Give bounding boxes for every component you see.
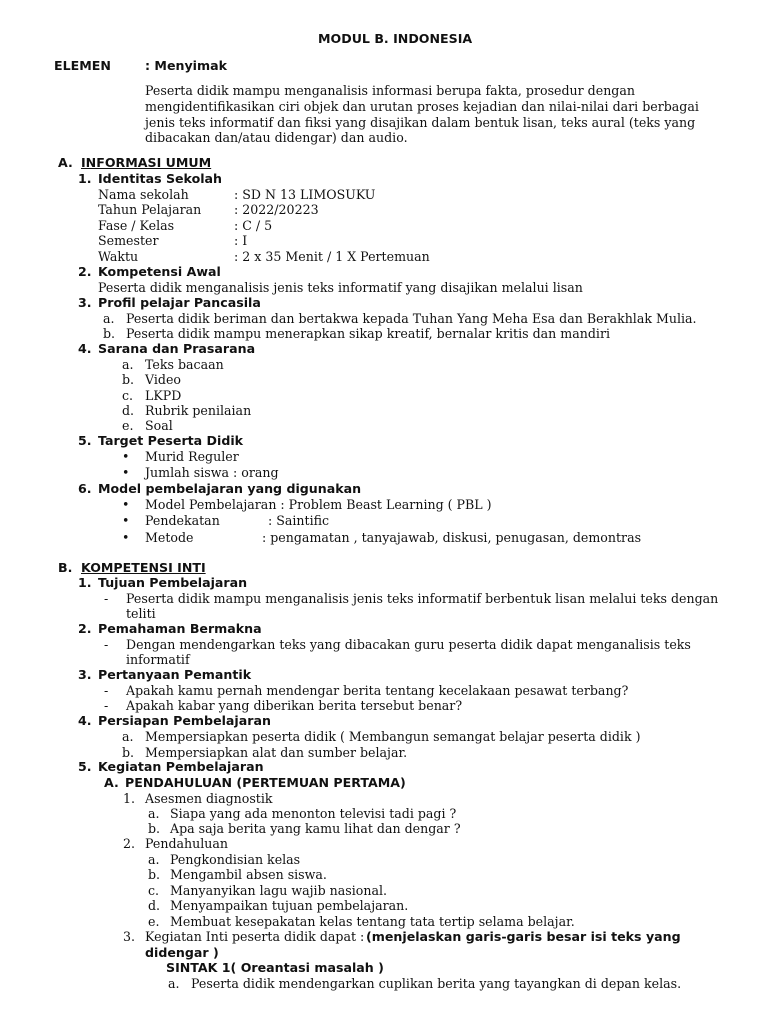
list-item: Pengkondisian kelas [170,852,301,867]
document-title: MODUL B. INDONESIA [318,31,473,46]
b4-title: Persiapan Pembelajaran [98,713,271,728]
dash-marker: - [104,683,109,698]
group-title-bold-continuation: didengar ) [145,945,219,960]
list-item: Mengambil absen siswa. [170,867,327,882]
sub-marker: A. [104,775,119,790]
b2-number: 2. [78,621,92,636]
dash-marker: - [104,591,109,606]
list-item: Membuat kesepakatan kelas tentang tata tertip selama belajar. [170,914,575,929]
bullet-marker: • [122,449,130,464]
sintak-heading: SINTAK 1( Oreantasi masalah ) [166,960,384,975]
list-item: Peserta didik mampu menerapkan sikap kreatif, bernalar kritis dan mandiri [126,326,610,341]
b5-title: Kegiatan Pembelajaran [98,759,264,774]
identity-value: : I [234,233,248,248]
list-item: Apa saja berita yang kamu lihat dan dengar ? [170,821,461,836]
list-item-continuation: teliti [126,606,156,621]
list-item: LKPD [145,388,182,403]
list-marker: c. [148,883,160,898]
dash-marker: - [104,637,109,652]
b3-number: 3. [78,667,92,682]
a6-number: 6. [78,481,92,496]
list-marker: d. [148,898,161,913]
section-b-heading: KOMPETENSI INTI [81,560,206,575]
a4-title: Sarana dan Prasarana [98,341,256,356]
list-item: Dengan mendengarkan teks yang dibacakan guru peserta didik dapat menganalisis teks [126,637,691,652]
list-item: Apakah kabar yang diberikan berita tersebut benar? [126,698,463,713]
b4-number: 4. [78,713,92,728]
elemen-value: : Menyimak [145,58,227,73]
list-marker: a. [122,357,134,372]
identity-key: Waktu [98,249,139,264]
list-item-value: : pengamatan , tanyajawab, diskusi, penugasan, demontras [262,530,642,545]
identity-value: : 2 x 35 Menit / 1 X Pertemuan [234,249,430,264]
section-a-marker: A. [58,155,73,170]
dash-marker: - [104,698,109,713]
list-item: Model Pembelajaran : Problem Beast Learning ( PBL ) [145,497,492,512]
list-marker: e. [122,418,134,433]
group-title: Kegiatan Inti peserta didik dapat : [145,929,365,944]
identity-key: Semester [98,233,159,248]
list-item: Peserta didik beriman dan bertakwa kepada Tuhan Yang Meha Esa dan Berakhlak Mulia. [126,311,697,326]
list-item: Teks bacaan [145,357,224,372]
elemen-desc-line: dibacakan dan/atau didengar) dan audio. [145,130,408,145]
b5-number: 5. [78,759,92,774]
list-item: Menyampaikan tujuan pembelajaran. [170,898,409,913]
a2-number: 2. [78,264,92,279]
group-number: 1. [123,791,136,806]
a1-title: Identitas Sekolah [98,171,223,186]
b1-number: 1. [78,575,92,590]
identity-value: : 2022/20223 [234,202,319,217]
list-item-continuation: informatif [126,652,190,667]
identity-key: Fase / Kelas [98,218,175,233]
a3-number: 3. [78,295,92,310]
list-marker: a. [148,806,160,821]
a5-number: 5. [78,433,92,448]
identity-value: : C / 5 [234,218,273,233]
group-title-bold: (menjelaskan garis-garis besar isi teks yang [366,929,681,944]
list-item: Mempersiapkan alat dan sumber belajar. [145,745,408,760]
list-marker: a. [122,729,134,744]
elemen-desc-line: mengidentifikasikan ciri objek dan urutan proses kejadian dan nilai-nilai dari berbagai [145,99,699,114]
list-marker: e. [148,914,160,929]
list-marker: c. [122,388,134,403]
group-title: Pendahuluan [145,836,229,851]
group-number: 2. [123,836,136,851]
list-item: Peserta didik mampu menganalisis jenis teks informatif berbentuk lisan melalui teks dengan [126,591,719,606]
list-marker: b. [148,821,161,836]
list-marker: b. [122,745,135,760]
list-item-value: : Saintific [268,513,330,528]
group-title: Asesmen diagnostik [145,791,273,806]
list-item: Peserta didik mendengarkan cuplikan berita yang tayangkan di depan kelas. [191,976,682,991]
a6-title: Model pembelajaran yang digunakan [98,481,362,496]
b2-title: Pemahaman Bermakna [98,621,262,636]
a1-number: 1. [78,171,92,186]
list-item: Murid Reguler [145,449,239,464]
a3-title: Profil pelajar Pancasila [98,295,261,310]
bullet-marker: • [122,513,130,528]
a2-text: Peserta didik menganalisis jenis teks informatif yang disajikan melalui lisan [98,280,583,295]
list-marker: d. [122,403,135,418]
b3-title: Pertanyaan Pemantik [98,667,252,682]
section-b-marker: B. [58,560,73,575]
list-item: Jumlah siswa : orang [145,465,279,480]
list-marker: a. [148,852,160,867]
list-item: Apakah kamu pernah mendengar berita tentang kecelakaan pesawat terbang? [126,683,629,698]
list-marker: b. [103,326,116,341]
subsection-title: PENDAHULUAN (PERTEMUAN PERTAMA) [125,775,406,790]
list-item: Manyanyikan lagu wajib nasional. [170,883,387,898]
identity-key: Tahun Pelajaran [98,202,202,217]
elemen-desc-line: Peserta didik mampu menganalisis informasi berupa fakta, prosedur dengan [145,83,635,98]
group-number: 3. [123,929,136,944]
list-item: Siapa yang ada menonton televisi tadi pagi ? [170,806,457,821]
identity-value: : SD N 13 LIMOSUKU [234,187,376,202]
list-item: Pendekatan [145,513,220,528]
list-item: Metode [145,530,194,545]
list-item: Video [145,372,181,387]
section-a-heading: INFORMASI UMUM [81,155,212,170]
list-item: Rubrik penilaian [145,403,252,418]
b1-title: Tujuan Pembelajaran [98,575,248,590]
list-marker: b. [122,372,135,387]
list-marker: a. [103,311,115,326]
elemen-label: ELEMEN [54,58,111,73]
bullet-marker: • [122,530,130,545]
bullet-marker: • [122,465,130,480]
list-item: Soal [145,418,173,433]
elemen-desc-line: jenis teks informatif dan fiksi yang disajikan dalam bentuk lisan, teks aural (teks yang [145,115,696,130]
a4-number: 4. [78,341,92,356]
list-item: Mempersiapkan peserta didik ( Membangun semangat belajar peserta didik ) [145,729,641,744]
a5-title: Target Peserta Didik [98,433,244,448]
list-marker: b. [148,867,161,882]
a2-title: Kompetensi Awal [98,264,221,279]
identity-key: Nama sekolah [98,187,189,202]
bullet-marker: • [122,497,130,512]
list-marker: a. [168,976,180,991]
